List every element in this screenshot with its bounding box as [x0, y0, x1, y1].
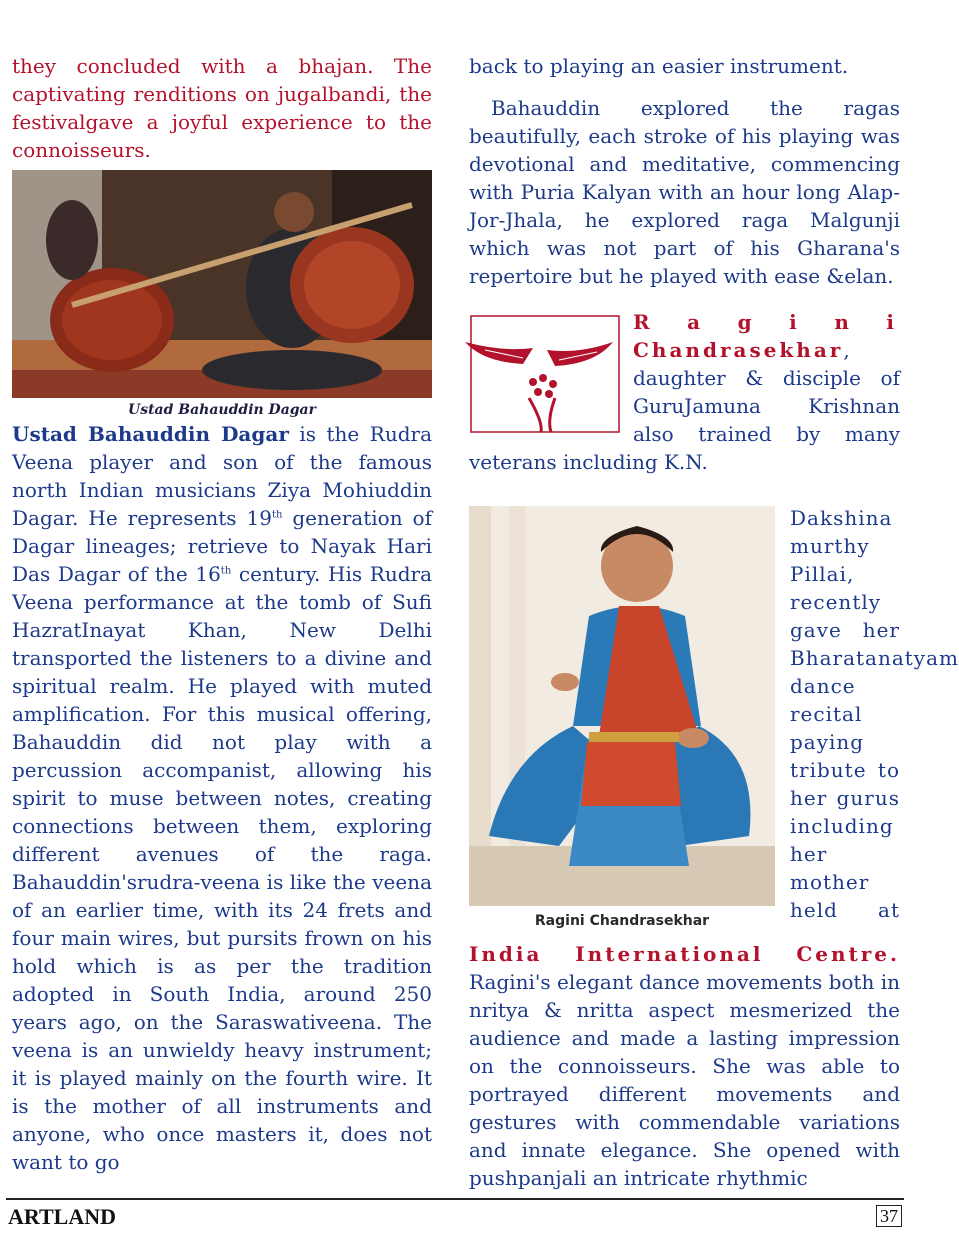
left-column [12, 52, 432, 1176]
superscript-th-2: th [220, 565, 232, 577]
ragini-side-text-continuation: Dakshina murthy Pillai, recently gave her Bharatanatyam dance recital paying tribute to her gurus including her mother held at [790, 506, 959, 922]
bahauddin-dagar-photo [12, 170, 432, 398]
ragas-paragraph: Bahauddin explored the ragas beautifully, each stroke of his playing was devotional and meditative, commencing with Puria Kalyan with an hour long Alap-Jor-Jhala, he explored raga Malgunji which was not part of his Gharana's repertoire but he played with ease &elan. [469, 96, 900, 288]
dance-logo [463, 312, 623, 437]
page-number: 37 [876, 1205, 902, 1227]
dagar-body-3: century. His Rudra Veena performance at the tomb of Sufi HazratInayat Khan, New Delhi transported the listeners to a divine and spiritual realm. He played with muted amplification. For this musical offering, Bahauddin did not play with a percussion accompanist, allowing his spirit to muse between notes, creating connections between them, exploring different avenues of the raga. Bahauddin'srudra-veena is like the veena of an earlier time, with its 24 frets and four main wires, but pursits frown on his hold which is as per the tradition adopted in South India, around 250 years ago, on the Saraswativeena. The veena is an unwieldy heavy instrument; it is played mainly on the fourth wire. It is the mother of all instruments and anyone, who once masters it, does not want to go [12, 562, 432, 1174]
ragini-body-b: Ragini's elegant dance movements both in nritya & nritta aspect mesmerized the audience and made a lasting impression on the connoisseurs. She was able to portrayed different movements and gestures with commendable variations and innate elegance. She opened with pushpanjali an intricate rhythmic [469, 970, 900, 1190]
ragini-last-name: Chandrasekhar [633, 338, 844, 362]
ragini-lower-text [469, 940, 900, 1192]
continuation-paragraph: back to playing an easier instrument. [469, 54, 849, 78]
ragini-photo-caption: Ragini Chandrasekhar [534, 913, 710, 929]
superscript-th-1: th [271, 509, 283, 521]
ragini-comma: , [843, 338, 850, 362]
ragini-side-text [790, 504, 959, 924]
ragini-first-name: R a g i n i [633, 310, 900, 334]
dagar-name: Ustad Bahauddin Dagar [12, 422, 289, 446]
footer-rule [6, 1198, 904, 1200]
dagar-paragraph [12, 420, 432, 1176]
ragini-body-a: daughter & disciple of GuruJamuna Krishnan also trained by many veterans including K.N. [469, 366, 900, 474]
ragini-chandrasekhar-photo [469, 506, 775, 906]
rudra-veena-illustration [12, 170, 432, 398]
intro-paragraph: they concluded with a bhajan. The captivating renditions on jugalbandi, the festivalgave a joyful experience to the connoisseurs. [12, 54, 432, 162]
right-column [469, 52, 900, 476]
dance-emblem-icon [463, 312, 623, 437]
dagar-body-1: is the Rudra Veena player and son of the famous north Indian musicians Ziya Mohiuddin Dagar. He represents 19 [12, 422, 432, 530]
ragini-photo-frame [469, 506, 775, 932]
venue-name: India International Centre. [469, 942, 900, 966]
dagar-body-2: generation of Dagar lineages; retrieve to Nayak Hari Das Dagar of the 16 [12, 506, 432, 586]
bharatanatyam-dancer-illustration [469, 506, 775, 906]
ragini-section [469, 308, 900, 476]
ragini-paragraph-venue [469, 940, 900, 1192]
magazine-brand: ARTLAND [8, 1204, 117, 1229]
dagar-photo-caption: Ustad Bahauddin Dagar [127, 402, 317, 418]
